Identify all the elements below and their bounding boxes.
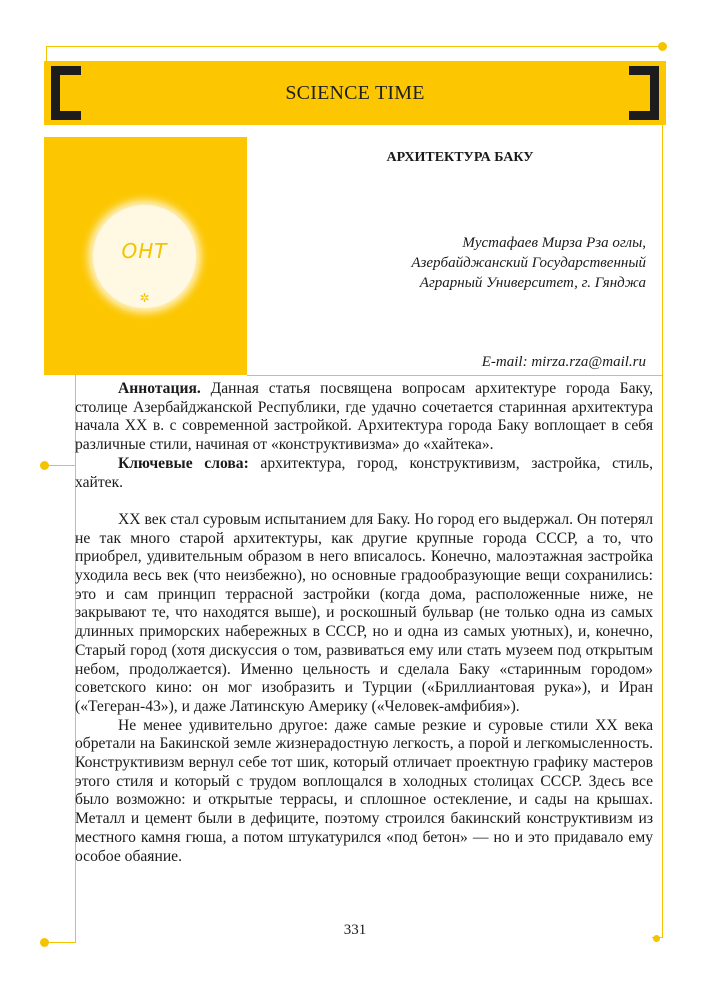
frame-right-vertical bbox=[662, 125, 663, 937]
author-name: Мустафаев Мирза Рза оглы, bbox=[462, 235, 646, 251]
logo-text: ОНТ bbox=[121, 239, 168, 263]
body-paragraph-2: Не менее удивительно другое: даже самые резкие и суровые стили XX века обретали на Бакинской земле жизнерадостную легкость, а порой и легкомысленность. Конструктивизм вернул себе тот шик, который отличает проектную графику мастеров этого стиля и который с трудом воплощался в холодных столицах СССР. Здесь все было возможно: и открытые террасы, и сплошное остекление, и сады на крышах. Металл и цемент были в дефиците, поэтому строился бакинский конструктивизм из местного камня гюша, а потом штукатурился «под бетон» — но и это придавало ему особое обаяние. bbox=[75, 716, 653, 865]
article-title: АРХИТЕКТУРА БАКУ bbox=[386, 150, 534, 165]
frame-top-line bbox=[46, 46, 662, 47]
annotation-text: Данная статья посвящена вопросам архитектуре города Баку, столице Азербайджанской Республики, где удачно сочетается старинная архитектура начала XX в. с современной застройкой. Архитектура города Баку воплощает в себя различные стили, начиная от «конструктивизма» до «хайтека». bbox=[75, 380, 653, 454]
author-email: E-mail: mirza.rza@mail.ru bbox=[481, 354, 646, 370]
article-content bbox=[75, 380, 653, 866]
journal-title: SCIENCE TIME bbox=[285, 82, 425, 104]
frame-dot-mid-left bbox=[40, 461, 49, 470]
logo-star-icon: ✲ bbox=[139, 291, 150, 305]
journal-logo bbox=[93, 205, 196, 308]
frame-dot-bottom-left bbox=[40, 938, 49, 947]
annotation-paragraph bbox=[75, 380, 653, 455]
logo-panel bbox=[44, 137, 247, 375]
frame-top-left-vertical bbox=[46, 46, 47, 62]
author-affiliation-line-1: Азербайджанский Государственный bbox=[411, 255, 646, 271]
keywords-label: Ключевые слова: bbox=[118, 454, 249, 472]
page-number: 331 bbox=[343, 922, 367, 938]
author-affiliation-line-2: Аграрный Университет, г. Гянджа bbox=[419, 275, 646, 291]
annotation-label: Аннотация. bbox=[118, 380, 201, 397]
frame-email-underline bbox=[247, 375, 663, 376]
keywords-paragraph bbox=[75, 455, 653, 492]
body-paragraph-1: XX век стал суровым испытанием для Баку. Но город его выдержал. Он потерял не так много старой архитектуры, как другие крупные города СССР, а то, что приобрел, удивительным образом в него вписалось. Конечно, малоэтажная застройка уходила весь век (что неизбежно), но основные градообразующие вещи сохранились: это и сам принцип террасной застройки (когда дома, расположенные ниже, не закрывают те, что находятся выше), и роскошный бульвар (не только одна из самых длинных приморских набережных в СССР, но и одна из самых уютных), и, конечно, Старый город (хотя дискуссия о том, развиваться ему или стать музеем под открытым небом, продолжается). Именно цельность и сделала Баку «старинным городом» советского кино: он мог изобразить и Турции («Бриллиантовая рука»), и Иран («Тегеран-43»), и даже Латинскую Америку («Человек-амфибия»). bbox=[75, 510, 653, 715]
frame-dot-top-right bbox=[658, 42, 667, 51]
author-block bbox=[316, 233, 646, 293]
keywords-text: архитектура, город, конструктивизм, застройка, стиль, хайтек. bbox=[75, 454, 653, 491]
